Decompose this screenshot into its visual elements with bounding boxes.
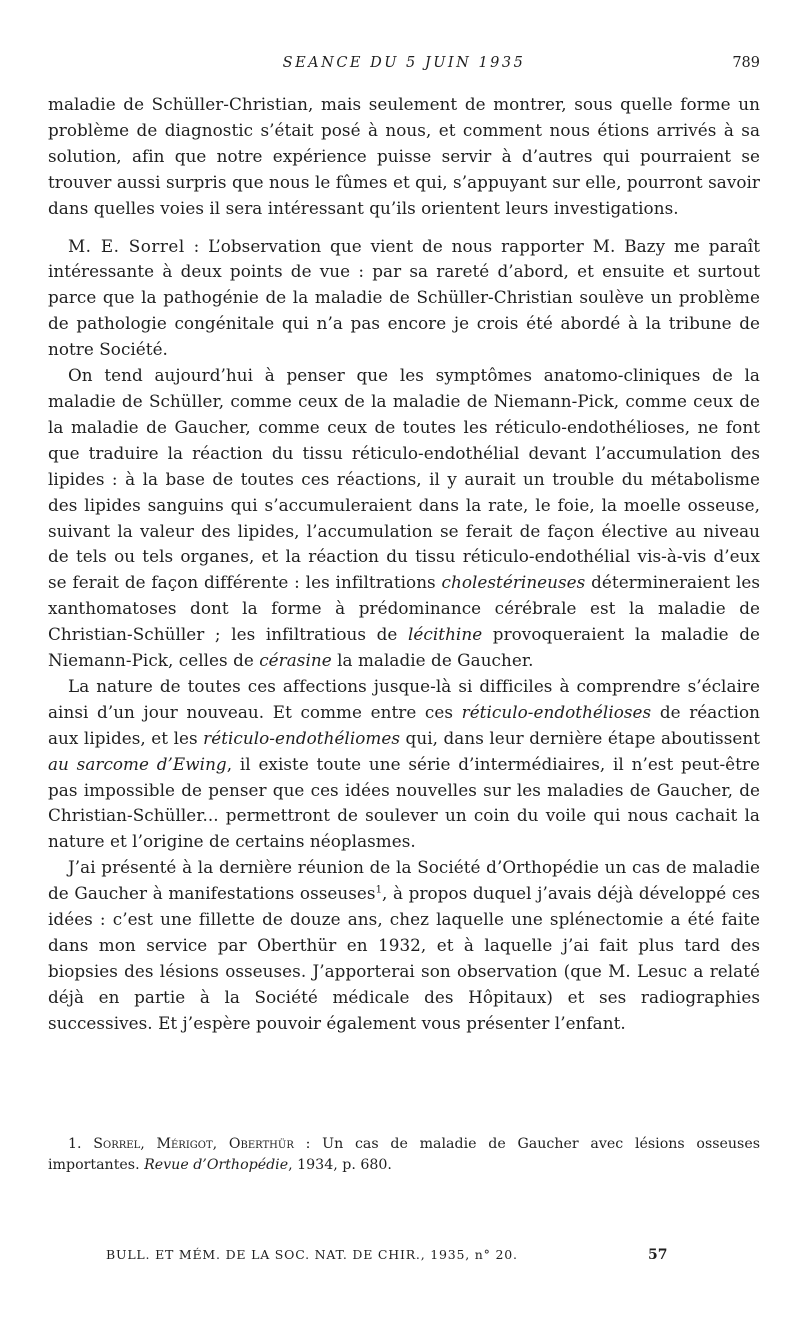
paragraph-2-text: : L’observation que vient de nous rapporter M. Bazy me paraît intéressante à deux points de vue : par sa rareté d’abord, et ensuite et surtout parce que la pathogénie de la maladie de Schüller-Christian soulève un problème de pathologie congénitale qui n’a pas encore je crois été abordé à la tribune de notre Société.: [48, 235, 760, 360]
footnote-reference[interactable]: 1: [375, 884, 382, 896]
paragraph-4-part-b: de réaction aux lipides, et les: [48, 701, 760, 748]
running-head: [48, 52, 760, 74]
footnote-text-b: , 1934, p. 680.: [288, 1156, 392, 1173]
paragraph-5-part-a: J’ai présenté à la dernière réunion de la Société d’Orthopédie un cas de maladie de Gaucher à manifestations osseuses: [48, 857, 760, 904]
running-title: SEANCE DU 5 JUIN 1935: [282, 55, 526, 71]
page-number: 789: [732, 55, 760, 71]
emphasis-reticulo-endotheliomes: réticulo-endothéliomes: [203, 727, 401, 748]
emphasis-lecithine: lécithine: [408, 624, 483, 645]
footer-citation: BULL. ET MÉM. DE LA SOC. NAT. DE CHIR., 1935, n° 20.: [106, 1247, 518, 1262]
paragraph-3: [48, 363, 760, 674]
emphasis-sarcome-ewing: au sarcome d’Ewing: [48, 753, 227, 774]
paragraph-2: [48, 234, 760, 364]
footnote-number: 1.: [68, 1136, 82, 1152]
paragraph-5: [48, 855, 760, 1036]
emphasis-cholesterineuses: cholestérineuses: [441, 572, 586, 593]
emphasis-cerasine: cérasine: [259, 650, 332, 671]
footnotes: [48, 1134, 760, 1175]
footnote-authors: Sorrel, Mérigot, Oberthür: [93, 1136, 294, 1152]
page-footer: [106, 1244, 666, 1266]
paragraph-3-part-a: On tend aujourd’hui à penser que les symptômes anatomo-cliniques de la maladie de Schüller, comme ceux de la maladie de Niemann-Pick, comme ceux de la maladie de Gaucher, comme ceux de toutes les réticulo-endothélioses, ne font que traduire la réaction du tissu réticulo-endothélial devant l’accumulation des lipides : à la base de toutes ces réactions, il y aurait un trouble du métabolisme des lipides sanguins qui s’accumuleraient dans la rate, le foie, la moelle osseuse, suivant la valeur des lipides, l’accumulation se ferait de façon élective au niveau de tels ou tels organes, et la réaction du tissu réticulo-endothélial vis-à-vis d’eux se ferait de façon différente : les infiltrations: [48, 365, 760, 593]
body-text: [48, 92, 760, 1037]
paragraph-3-part-d: la maladie de Gaucher.: [331, 650, 534, 671]
speaker-name: M. E. Sorrel: [68, 235, 185, 256]
footnote-text-a: : Un cas de maladie de Gaucher avec lésions osseuses importantes.: [48, 1136, 760, 1173]
document-page: [48, 0, 760, 1337]
paragraph-3-part-c: provoqueraient la maladie de Niemann-Pick, celles de: [48, 624, 760, 671]
emphasis-reticulo-endothelioses: réticulo-endothélioses: [461, 701, 652, 722]
paragraph-4: [48, 674, 760, 855]
paragraph-4-part-d: , il existe toute une série d’intermédiaires, il n’est peut-être pas impossible de penser que ces idées nouvelles sur les maladies de Gaucher, de Christian-Schüller... permettront de soulever un coin du voile qui nous cachait la nature et l’origine de certains néoplasmes.: [48, 753, 760, 852]
paragraph-5-part-b: , à propos duquel j’avais déjà développé ces idées : c’est une fillette de douze ans, chez laquelle une splénectomie a été faite dans mon service par Oberthür en 1932, et à laquelle j’ai fait plus tard des biopsies des lésions osseuses. J’apporterai son observation (que M. Lesuc a relaté déjà en partie à la Société médicale des Hôpitaux) et ses radiographies successives. Et j’espère pouvoir également vous présenter l’enfant.: [48, 883, 760, 1033]
footnote-1: [48, 1134, 760, 1175]
paragraph-1: maladie de Schüller-Christian, mais seulement de montrer, sous quelle forme un problème de diagnostic s’était posé à nous, et comment nous étions arrivés à sa solution, afin que notre expérience puisse servir à d’autres qui pourraient se trouver aussi surpris que nous le fûmes et qui, s’appuyant sur elle, pourront savoir dans quelles voies il sera intéressant qu’ils orientent leurs investigations.: [48, 94, 760, 218]
paragraph-3-part-b: détermineraient les xanthomatoses dont la forme à prédominance cérébrale est la maladie de Christian-Schüller ; les infiltratious de: [48, 572, 761, 645]
footnote-journal: Revue d’Orthopédie: [144, 1156, 289, 1173]
signature-mark: 57: [648, 1247, 668, 1263]
paragraph-4-part-a: La nature de toutes ces affections jusque-là si difficiles à comprendre s’éclaire ainsi d’un jour nouveau. Et comme entre ces: [48, 675, 760, 722]
paragraph-4-part-c: qui, dans leur dernière étape aboutissent: [400, 727, 760, 748]
